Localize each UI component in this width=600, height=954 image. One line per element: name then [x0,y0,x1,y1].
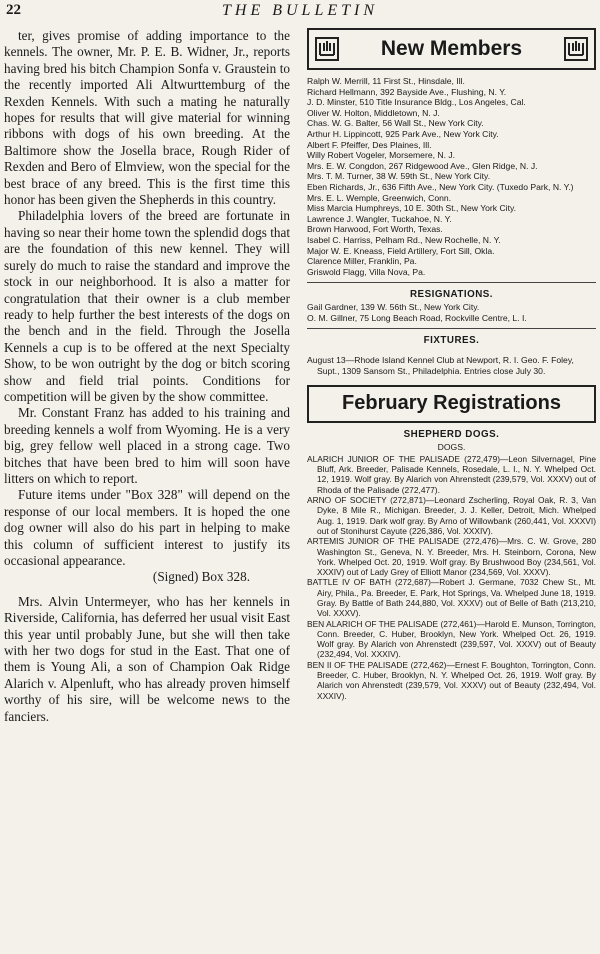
member-entry: Lawrence J. Wangler, Tuckahoe, N. Y. [307,213,452,224]
kennel-emblem-icon [313,35,341,63]
member-entry: Brown Harwood, Fort Worth, Texas. [307,224,443,235]
kennel-emblem-icon [562,35,590,63]
registration-entry: BATTLE IV OF BATH (272,687)—Robert J. Germane, 7032 Chew St., Mt. Airy, Phila., Pa. Breeder, E. Park, Hot Springs, Va. Whelped June 18, 1919. Gray. By Battle of Bath 244,880, Vol. XXXV) out of Belle of Bath (213,210, Vol. XXXV). [307,577,596,619]
member-entry: Griswold Flagg, Villa Nova, Pa. [307,266,426,277]
new-members-banner [307,28,596,70]
fixture-entry: August 13—Rhode Island Kennel Club at Newport, R. I. Geo. F. Foley, Supt., 1309 Sansom St., Philadelphia. Entries close July 30. [307,355,574,376]
left-column [4,28,290,950]
resignations-heading: RESIGNATIONS. [409,289,494,301]
new-members-title: New Members [380,37,523,60]
resignation-entry: O. M. Gillner, 75 Long Beach Road, Rockville Centre, L. I. [307,312,527,323]
signature: (Signed) Box 328. [152,569,250,585]
paragraph: ter, gives promise of adding importance to the kennels. The owner, Mr. P. E. B. Widner, Jr., reports having bred his bitch Champion Sonfa v. Graustein to the recently imported Ali Altwurttemburg of the Rexden Kennels. With such a mating he naturally hopes for results that will give material for winning ribbons with dogs of his own breeding. At the Baltimore show the Josella brace, Rough Rider of Rexden and Bero of Elmview, won the special for the best brace of any breed. This is the first time this honor has been given the Shepherds in this country. [4,28,290,208]
registration-entry: BEN II OF THE PALISADE (272,462)—Ernest F. Boughton, Torrington, Conn. Breeder, C. Huber, Brooklyn, N. Y. Whelped Oct. 26, 1919. Wolf gray. By Alarich von Ahrenstedt (239,579, Vol. XXXV) out of Beauty (232,494, Vol. XXXIV). [307,659,596,701]
member-entry: Willy Robert Vogeler, Morsemere, N. J. [307,150,456,161]
paragraph: Mr. Constant Franz has added to his training and breeding kennels a wolf from Wyoming. He is a very big, grey fellow well placed in a strong cage. Two bitches that have been bred to him will soon have litters on which to report. [4,405,290,486]
member-entry: Richard Hellmann, 392 Bayside Ave., Flushing, N. Y. [307,86,507,97]
running-head [6,2,594,22]
page-number: 22 [6,2,21,18]
paragraph: Philadelphia lovers of the breed are fortunate in having so near their home town the splendid dogs that are the foundation of this new kennel. They will surely do much to raise the standard and improve the stock in our neighborhood. It is also a matter for congratulation that their owner is a club member ready to help further the best interests of the dogs on the bench and in the field. Through the Josella Kennels a cup is to be offered at the next Specialty Show, to be won outright by the dog or bitch scoring show and field trial points. Conditions for competition will be given by the show committee. [4,208,290,404]
paragraph: Mrs. Alvin Untermeyer, who has her kennels in Riverside, California, has deferred her usual visit East this year until probably June, but she will then take with her two dogs for stud in the East. That one of them is Young Ali, a son of Champion Oak Ridge Alarich v. Alpenluft, who has already proven himself worthy of his sire, will be welcome news to the fanciers. [4,593,290,724]
member-entry: Mrs. T. M. Turner, 38 W. 59th St., New York City. [307,171,491,182]
registration-entry: ALARICH JUNIOR OF THE PALISADE (272,479)—Leon Silvernagel, Pine Bluff, Ark. Breeder, Palisade Kennels, Rosedale, L. I., N. Y. Whelped Oct. 12, 1919. Wolf gray. By Alarich von Ahrenstedt (239,579, Vol. XXXV) out of Rhoda of the Palisade (272,477). [307,453,596,495]
new-members-list [307,76,596,277]
member-entry: Major W. E. Kneass, Field Artillery, Fort Sill, Okla. [307,245,495,256]
member-entry: Albert F. Pfeiffer, Des Plaines, Ill. [307,139,432,150]
registration-entry: ARNO OF SOCIETY (272,871)—Leonard Zscherling, Royal Oak, R. 3, Van Dyke, 8 Mile R., Michigan. Breeder, J. J. Keller, Detroit, Mich. Whelped Aug. 1, 1919. Dark wolf gray. By Arno of Willowbank (260,441, Vol. XXXVI) out of Stonihurst Cayute (226,386, Vol. XXXIV). [307,495,596,536]
registration-entry: BEN ALARICH OF THE PALISADE (272,461)—Harold E. Munson, Torrington, Conn. Breeder, C. Huber, Brooklyn, New York. Whelped Oct. 26, 1919. Wolf gray. By Alarich von Ahrenstedt (239,597, Vol. XXXV) out of Beauty (232,494, Vol. XXXIV). [307,618,596,660]
member-entry: Isabel C. Harriss, Pelham Rd., New Rochelle, N. Y. [307,234,501,245]
member-entry: Ralph W. Merrill, 11 First St., Hinsdale, Ill. [307,76,465,86]
registrations-title: February Registrations [342,392,561,415]
member-entry: Chas. W. G. Balter, 56 Wall St., New York City. [307,118,484,129]
right-column [307,28,596,950]
member-entry: Arthur H. Lippincott, 925 Park Ave., New York City. [307,128,499,139]
registrations-banner [307,385,596,423]
member-entry: Mrs. E. L. Wemple, Greenwich, Conn. [307,192,452,203]
divider [307,328,596,329]
publication-title: THE BULLETIN [221,2,379,19]
fixtures-heading: FIXTURES. [423,335,480,347]
member-entry: Oliver W. Holton, Middletown, N. J. [307,107,440,118]
member-entry: Clarence Miller, Franklin, Pa. [307,256,417,267]
member-entry: J. D. Minster, 510 Title Insurance Bldg., Los Angeles, Cal. [307,97,526,108]
divider [307,282,596,283]
resignation-entry: Gail Gardner, 139 W. 56th St., New York City. [307,302,480,313]
paragraph: Future items under "Box 328" will depend on the response of our local members. It is hoped the one dog owner will also do his part in helping to make this column of sufficient interest to justify its occasional appearance. [4,487,290,568]
sex-subheading: DOGS. [437,441,466,452]
spacer [4,586,290,594]
breed-heading: SHEPHERD DOGS. [403,428,500,440]
member-entry: Miss Marcia Humphreys, 10 E. 30th St., New York City. [307,203,517,214]
member-entry: Mrs. E. W. Congdon, 267 Ridgewood Ave., Glen Ridge, N. J. [307,160,538,171]
registration-entry: ARTEMIS JUNIOR OF THE PALISADE (272,476)—Mrs. C. W. Grove, 280 Washington St., Geneva, N. Y. Breeder, Mrs. H. Steinborn, Corona, New York. Whelped Oct. 20, 1919. Wolf gray. By Brushwood Boy (234,561, Vol. XXXIV) out of Lady Grey of Elliott Manor (234,569, Vol. XXXV). [307,536,596,578]
member-entry: Eben Richards, Jr., 636 Fifth Ave., New York City. (Tuxedo Park, N. Y.) [307,181,574,192]
